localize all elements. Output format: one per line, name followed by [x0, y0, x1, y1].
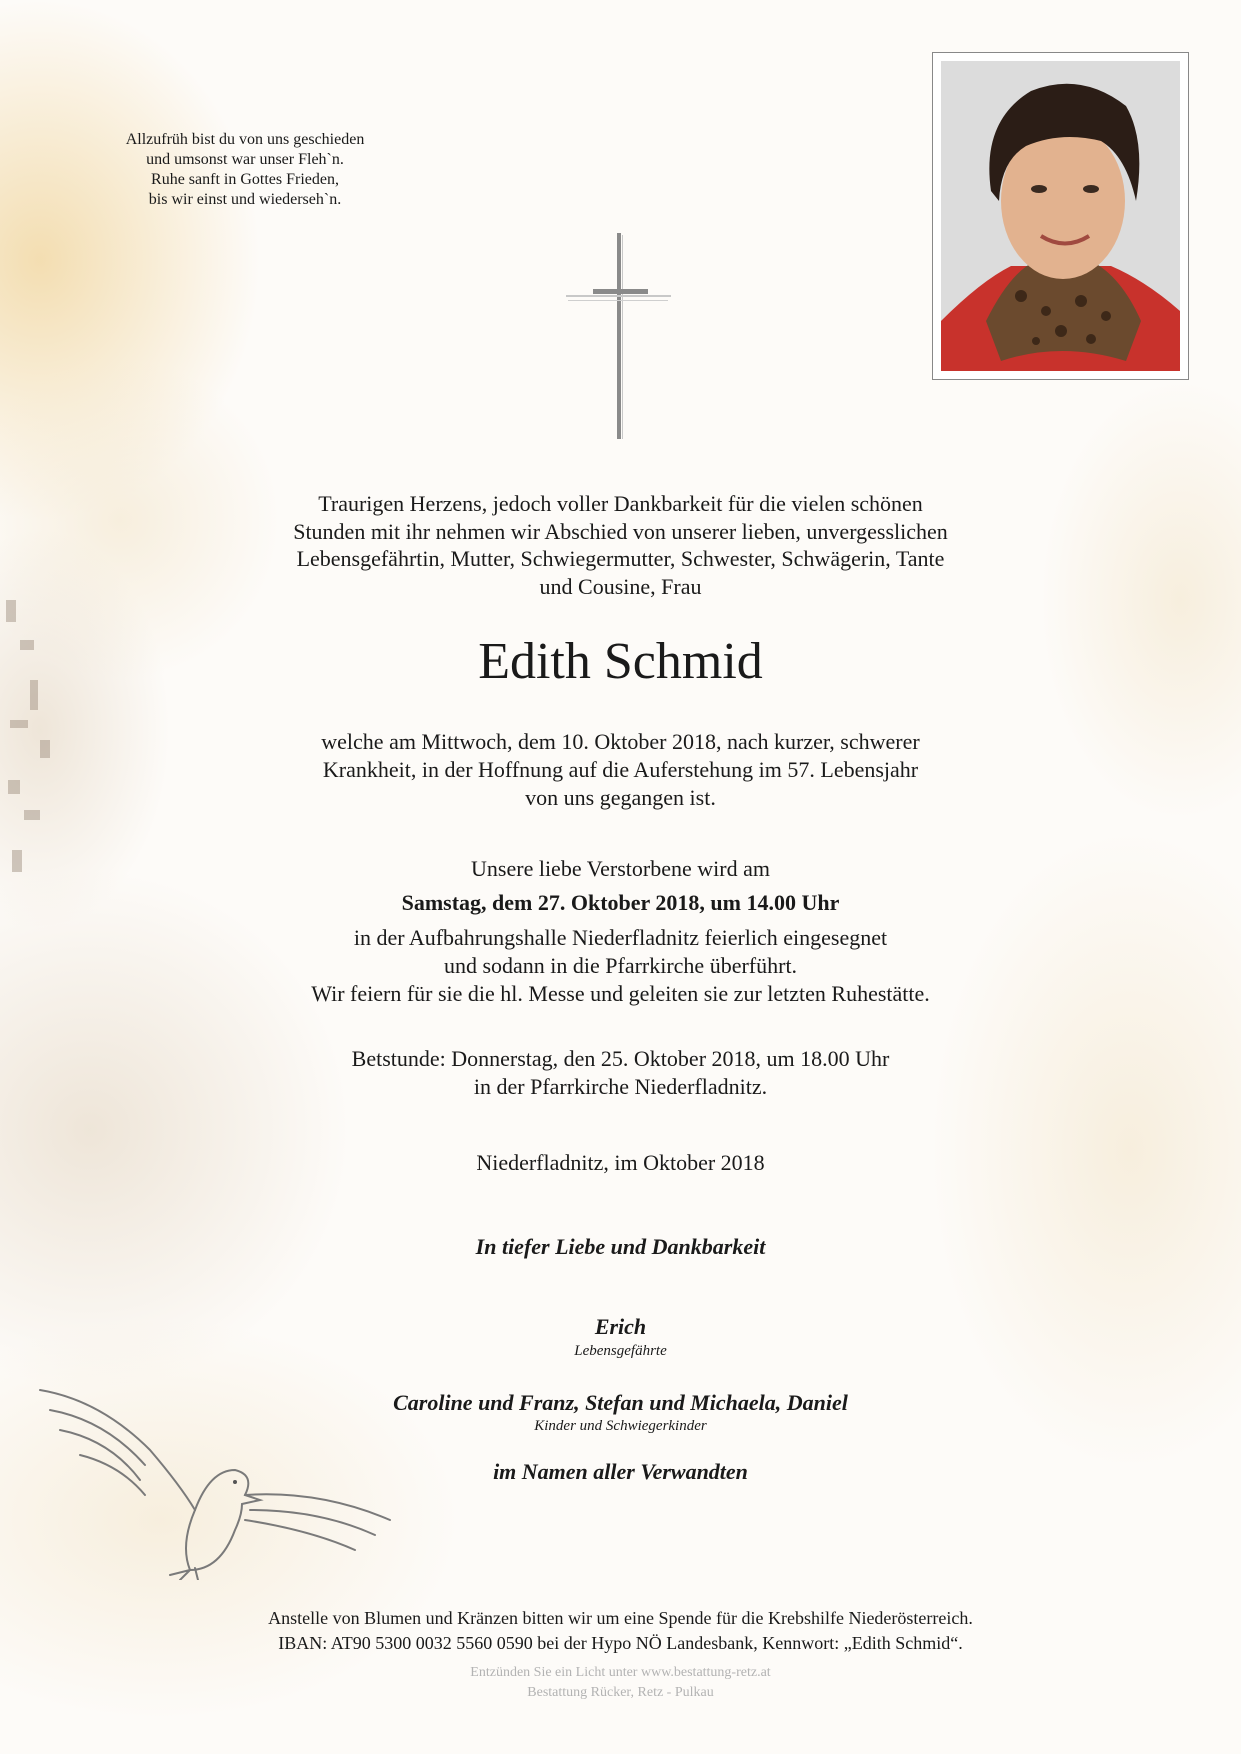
- mourner-name: Erich: [594, 1314, 647, 1339]
- cross-icon: [566, 233, 676, 443]
- death-notice-line: welche am Mittwoch, dem 10. Oktober 2018, nach kurzer, schwerer: [321, 729, 920, 754]
- poem-line: bis wir einst und wiederseh`n.: [148, 191, 342, 208]
- prayer-line: in der Pfarrkirche Niederfladnitz.: [473, 1074, 768, 1099]
- mourner-name: Caroline und Franz, Stefan und Michaela, Daniel: [393, 1390, 848, 1415]
- mourner-role: Kinder und Schwiegerkinder: [534, 1418, 707, 1434]
- intro-line: und Cousine, Frau: [539, 573, 702, 599]
- donation-request: [0, 1606, 1241, 1656]
- funeral-detail-line: Wir feiern für sie die hl. Messe und geleiten sie zur letzten Ruhestätte.: [311, 981, 930, 1006]
- poem: [80, 130, 410, 210]
- death-notice: [0, 728, 1241, 812]
- deceased-name: Edith Schmid: [478, 633, 763, 690]
- funeral-detail-line: und sodann in die Pfarrkirche überführt.: [443, 953, 798, 978]
- poem-line: und umsonst war unser Fleh`n.: [146, 151, 344, 168]
- mourner-role: Lebensgefährte: [574, 1343, 667, 1359]
- closing-line: In tiefer Liebe und Dankbarkeit: [475, 1234, 766, 1259]
- donation-line: IBAN: AT90 5300 0032 5560 0590 bei der Hypo NÖ Landesbank, Kennwort: „Edith Schmid“.: [278, 1633, 963, 1653]
- mourner-name: im Namen aller Verwandten: [493, 1459, 748, 1484]
- prayer-hour: [0, 1045, 1241, 1101]
- funeral-details: [0, 924, 1241, 1008]
- footer-company: Bestattung Rücker, Retz - Pulkau: [527, 1685, 714, 1700]
- donation-line: Anstelle von Blumen und Kränzen bitten wir um eine Spende für die Krebshilfe Niederösterreich.: [268, 1608, 973, 1628]
- portrait-photo: [941, 61, 1180, 371]
- prayer-line: Betstunde: Donnerstag, den 25. Oktober 2018, um 18.00 Uhr: [351, 1046, 890, 1071]
- funeral-intro: Unsere liebe Verstorbene wird am: [471, 856, 770, 881]
- place-date: Niederfladnitz, im Oktober 2018: [476, 1150, 765, 1175]
- dove-icon: [20, 1370, 400, 1580]
- intro-line: Traurigen Herzens, jedoch voller Dankbarkeit für die vielen schönen: [318, 491, 923, 516]
- poem-line: Allzufrüh bist du von uns geschieden: [125, 131, 365, 148]
- footer-link-line[interactable]: Entzünden Sie ein Licht unter www.bestattung-retz.at: [470, 1665, 771, 1680]
- intro-line: Stunden mit ihr nehmen wir Abschied von unserer lieben, unvergesslichen: [293, 518, 948, 544]
- intro-line: Lebensgefährtin, Mutter, Schwiegermutter, Schwester, Schwägerin, Tante: [296, 546, 945, 571]
- funeral-detail-line: in der Aufbahrungshalle Niederfladnitz feierlich eingesegnet: [353, 925, 888, 950]
- portrait-frame: [932, 52, 1189, 380]
- death-notice-line: von uns gegangen ist.: [525, 785, 716, 810]
- funeral-date: Samstag, dem 27. Oktober 2018, um 14.00 Uhr: [401, 890, 840, 915]
- poem-line: Ruhe sanft in Gottes Frieden,: [151, 171, 339, 188]
- footer: [0, 1663, 1241, 1703]
- intro-text: [0, 490, 1241, 600]
- death-notice-line: Krankheit, in der Hoffnung auf die Auferstehung im 57. Lebensjahr: [322, 757, 919, 782]
